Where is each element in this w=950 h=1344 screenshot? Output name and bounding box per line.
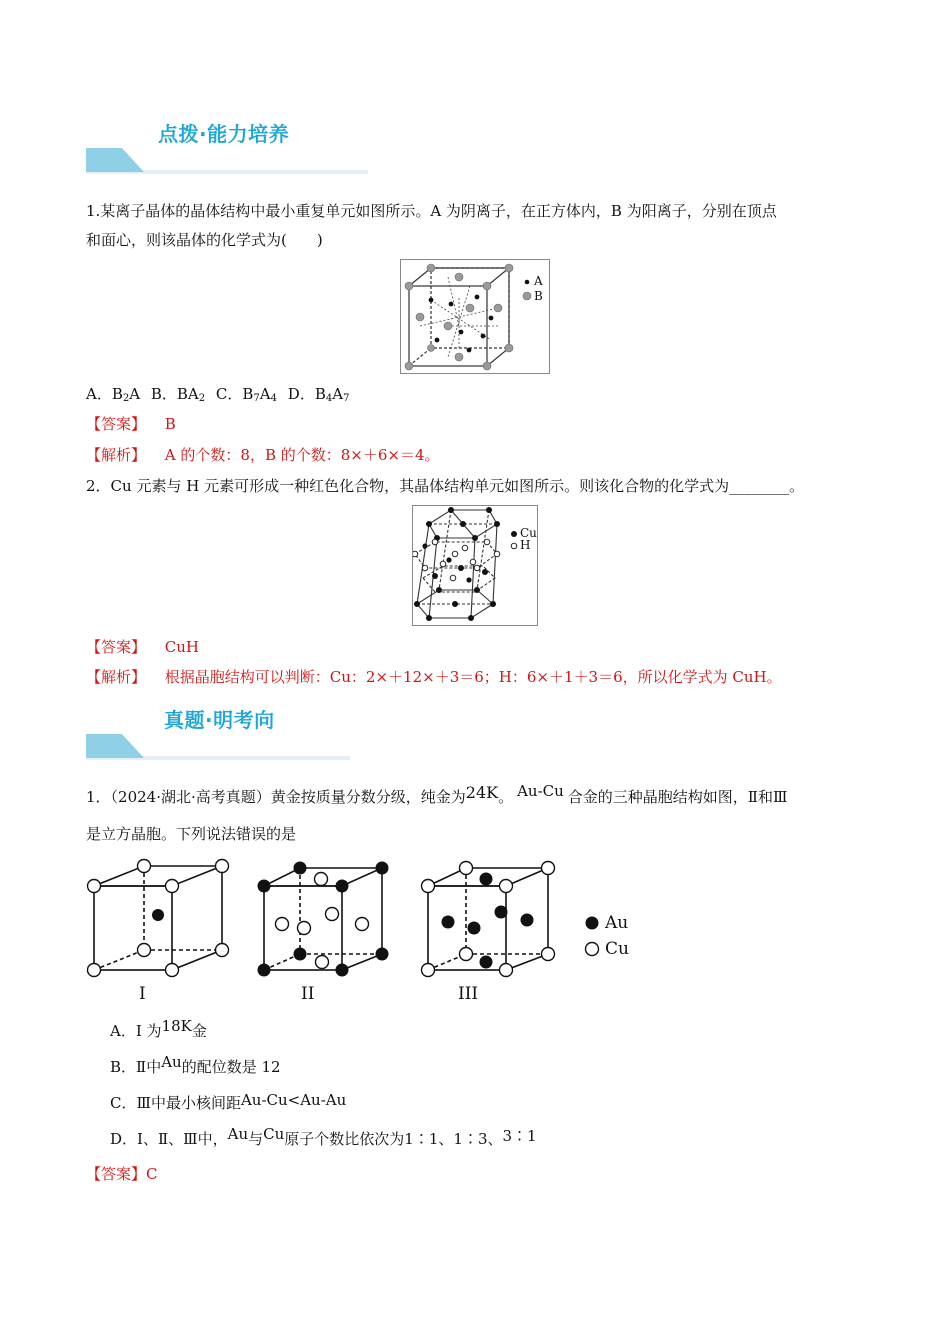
answer-value: CuH (164, 638, 200, 656)
q2-analysis (86, 666, 782, 688)
q2-crystal-figure (412, 505, 538, 626)
q1-analysis (86, 444, 440, 466)
q3-answer (86, 1163, 158, 1185)
q3-option-a: A．I 为18K金 (110, 1017, 207, 1040)
legend-h-label: H (520, 538, 531, 552)
legend-a-marker (525, 280, 530, 285)
q1-line2: 和面心，则该晶体的化学式为( ) (86, 231, 323, 249)
q3-option-c: C．Ⅲ中最小核间距Au-Cu<Au-Au (110, 1091, 347, 1112)
q1-unit-cell-diagram (401, 260, 549, 373)
legend-h-marker (511, 543, 517, 549)
analysis-label: 【解析】 (86, 446, 147, 464)
section-title: 真题·明考向 (164, 708, 275, 732)
answer-value: B (164, 415, 176, 433)
analysis-label: 【解析】 (86, 668, 147, 686)
legend-b-marker (523, 292, 531, 300)
answer-label: 【答案】 (86, 1165, 147, 1183)
cell-label-iii: III (458, 984, 479, 1004)
section-header-real-exams (86, 704, 350, 764)
section-header-ability (86, 118, 368, 178)
answer-value: C (146, 1165, 158, 1183)
q3-option-b: B．Ⅱ中Au的配位数是 12 (110, 1053, 281, 1076)
legend-cu-marker (586, 943, 599, 956)
q3-line1: 1．（2024·湖北·高考真题）黄金按质量分数分级，纯金为24K。 Au-Cu 合金的三种晶胞结构如图，Ⅱ和Ⅲ (86, 782, 788, 806)
q1-crystal-figure (400, 259, 550, 374)
analysis-text: 根据晶胞结构可以判断：Cu：2×＋12×＋3＝6；H：6×＋1＋3＝6，所以化学式为 CuH。 (164, 668, 782, 686)
q1-option-d: D．$B_4A_7$ (287, 385, 350, 404)
legend-b-label: B (534, 289, 543, 303)
q1-line1: 1.某离子晶体的晶体结构中最小重复单元如图所示。A 为阴离子，在正方体内，B 为阳离子，分别在顶点 (86, 202, 777, 220)
q3-option-d: D．I、Ⅱ、Ⅲ中，Au与Cu原子个数比依次为1∶1、1∶3、3∶1 (110, 1125, 537, 1148)
alloy-au-cu: Au-Cu (517, 782, 564, 800)
legend-cu-label: Cu (605, 939, 629, 959)
answer-label: 【答案】 (86, 638, 147, 656)
answer-label: 【答案】 (86, 415, 147, 433)
section-title: 点拨·能力培养 (158, 122, 290, 146)
q2-hexagonal-cell-diagram (413, 506, 537, 625)
q1-option-b: B．$BA_2$ (150, 385, 206, 404)
analysis-text: A 的个数：8，B 的个数：8×＋6×＝4。 (164, 446, 440, 464)
q1-option-a: A．$B_2A$ (86, 385, 141, 404)
legend-a-label: A (534, 274, 543, 288)
legend-cu-label: Cu (520, 526, 537, 540)
legend-au-marker (586, 917, 599, 930)
q3-cells-figure (80, 858, 640, 1008)
q3-line2: 是立方晶胞。下列说法错误的是 (86, 825, 297, 843)
cell-label-i: I (139, 984, 146, 1004)
q1-option-c: C．$B_7A_4$ (215, 385, 278, 404)
legend-cu-marker (511, 531, 517, 537)
purity-24k: 24K (465, 783, 499, 802)
cell-label-ii: II (301, 984, 315, 1004)
legend-au-label: Au (605, 913, 629, 933)
q2-answer (86, 636, 199, 658)
q1-options (86, 383, 349, 410)
q1-answer (86, 413, 176, 435)
header-tab-decoration (86, 148, 144, 172)
header-tab-decoration (86, 734, 144, 758)
q2-line1: 2．Cu 元素与 H 元素可形成一种红色化合物，其晶体结构单元如图所示。则该化合物的化学式为________。 (86, 477, 805, 495)
